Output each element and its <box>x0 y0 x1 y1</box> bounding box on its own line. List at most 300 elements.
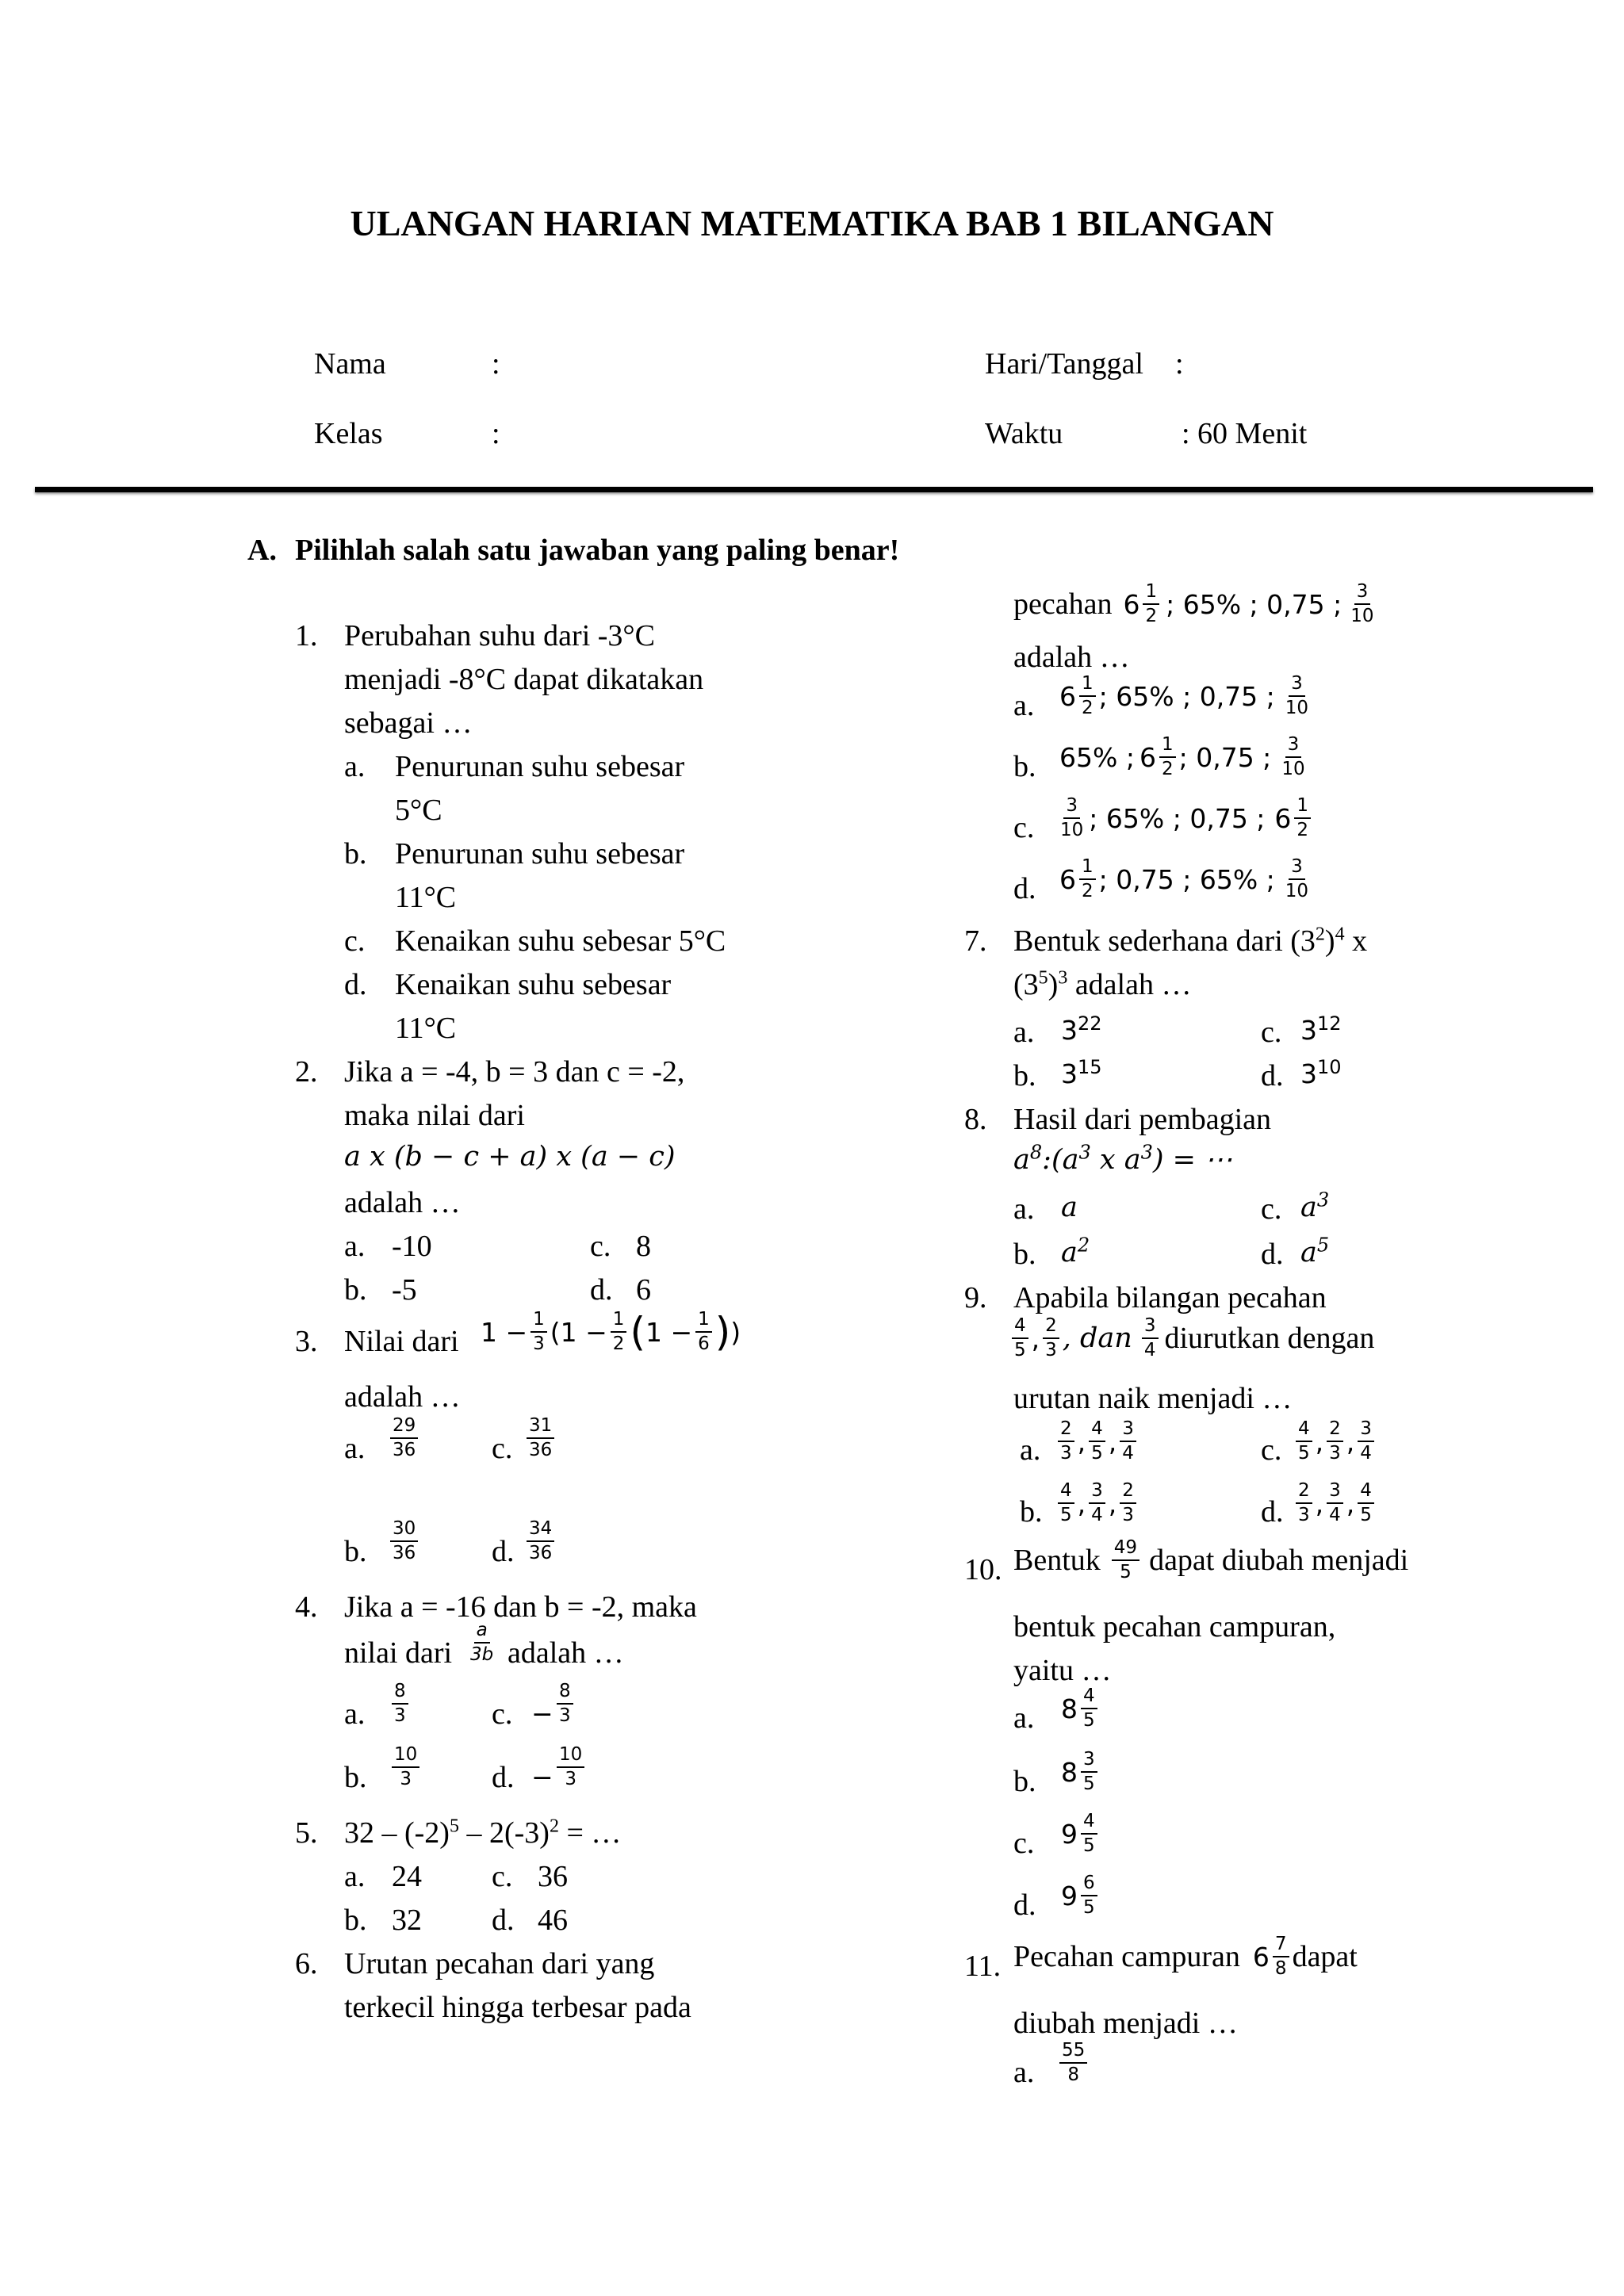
denominator: 2 <box>1082 881 1094 902</box>
nama-colon: : <box>492 347 500 381</box>
exponent: 2 <box>1077 1234 1090 1257</box>
option-text <box>1300 1234 1330 1269</box>
option-fractions <box>1293 1419 1377 1464</box>
numerator: 8 <box>557 1682 573 1705</box>
question-number: 10. <box>964 1553 1002 1586</box>
nama-label: Nama <box>314 347 386 381</box>
option-text: 32 <box>392 1904 422 1937</box>
denominator: 4 <box>1091 1505 1103 1526</box>
option-letter: d. <box>344 968 367 1001</box>
option-letter: c. <box>1261 1433 1282 1467</box>
exponent: 2 <box>1315 924 1325 945</box>
text: ; 65% ; 0,75 ; <box>1098 680 1275 712</box>
text: 65% ; <box>1059 741 1135 773</box>
question-text: Hasil dari pembagian <box>1013 1103 1272 1136</box>
question-text: Apabila bilangan pecahan <box>1013 1281 1327 1314</box>
numerator: 1 <box>530 1310 547 1333</box>
numerator: 3 <box>1081 1750 1097 1773</box>
whole-number: 8 <box>1061 1693 1078 1724</box>
denominator: 2 <box>1161 759 1174 780</box>
page-title: ULANGAN HARIAN MATEMATIKA BAB 1 BILANGAN <box>350 203 1274 243</box>
option-letter: d. <box>590 1273 613 1307</box>
numerator: 1 <box>1143 582 1159 605</box>
denominator: 3 <box>1045 1340 1057 1361</box>
numerator: 3 <box>1354 582 1371 605</box>
option-text <box>1061 1812 1101 1857</box>
separator: , dan <box>1062 1322 1132 1354</box>
denominator: 5 <box>1120 1562 1132 1583</box>
option-text <box>1061 1750 1101 1795</box>
denominator: 4 <box>1329 1505 1341 1526</box>
denominator: 4 <box>1143 1340 1156 1361</box>
big-parenthesis: ( <box>630 1309 645 1356</box>
text: dapat diubah menjadi <box>1149 1544 1409 1578</box>
question-text: sebagai … <box>344 706 473 740</box>
question-number: 1. <box>295 619 318 652</box>
denominator: 5 <box>1298 1443 1310 1464</box>
option-text: Penurunan suhu sebesar <box>395 750 685 783</box>
option-text <box>1059 735 1311 780</box>
numerator: a <box>474 1621 490 1644</box>
text: ; 65% ; 0,75 ; <box>1089 802 1266 834</box>
denominator: 4 <box>1360 1443 1372 1464</box>
denominator: 3b <box>470 1644 494 1666</box>
numerator: 10 <box>392 1745 419 1768</box>
option-letter: b. <box>1013 1238 1036 1271</box>
exponent: 15 <box>1078 1056 1102 1078</box>
exponent: 5 <box>449 1816 459 1837</box>
question-text: yaitu … <box>1013 1654 1112 1687</box>
option-text: 36 <box>538 1860 568 1893</box>
option-letter: c. <box>344 924 366 958</box>
numerator: 4 <box>1058 1481 1074 1504</box>
base: a <box>1300 1237 1317 1269</box>
whole-number: 6 <box>1139 741 1156 773</box>
option-text: -5 <box>392 1273 417 1307</box>
numerator: 3 <box>1289 857 1305 880</box>
option-fraction <box>1056 2041 1090 2086</box>
question-text: diubah menjadi … <box>1013 2007 1238 2040</box>
numerator: 4 <box>1089 1419 1105 1442</box>
denominator: 8 <box>1067 2064 1079 2086</box>
option-text: 11°C <box>395 881 457 914</box>
exponent: 5 <box>1038 967 1048 989</box>
numerator: 29 <box>390 1416 418 1439</box>
numerator: 1 <box>1294 796 1311 819</box>
whole-number: 8 <box>1061 1756 1078 1788</box>
option-letter: d. <box>1013 1888 1036 1922</box>
hari-tanggal-colon: : <box>1175 347 1184 381</box>
math-term: 32 – (-2) <box>344 1816 450 1850</box>
section-instruction: Pilihlah salah satu jawaban yang paling benar! <box>295 534 900 567</box>
numerator: 3 <box>1285 735 1302 758</box>
denominator: 3 <box>1329 1443 1341 1464</box>
option-fraction <box>523 1519 557 1564</box>
denominator: 36 <box>529 1440 553 1461</box>
question-text: maka nilai dari <box>344 1099 525 1132</box>
option-text <box>1061 1234 1090 1269</box>
numerator: 2 <box>1043 1316 1059 1339</box>
option-text: Penurunan suhu sebesar <box>395 837 685 871</box>
option-letter: d. <box>492 1904 515 1937</box>
whole-number: 9 <box>1061 1880 1078 1911</box>
option-letter: a. <box>1013 689 1035 722</box>
option-text: 24 <box>392 1860 422 1893</box>
text: dapat <box>1292 1940 1358 1974</box>
option-text <box>1300 1188 1330 1223</box>
option-letter: b. <box>1013 1059 1036 1093</box>
option-letter: d. <box>1261 1495 1284 1529</box>
numerator: 3 <box>1063 796 1080 819</box>
math-term: ) <box>730 1316 741 1348</box>
option-letter: a. <box>1013 2056 1035 2089</box>
question-text: bentuk pecahan campuran, <box>1013 1610 1336 1644</box>
option-fractions <box>1055 1481 1139 1526</box>
option-letter: c. <box>492 1697 513 1731</box>
numerator: 3 <box>1089 1481 1105 1504</box>
option-letter: c. <box>492 1860 513 1893</box>
option-letter: b. <box>344 1535 367 1568</box>
question-text <box>1013 967 1192 1001</box>
question-number: 4. <box>295 1590 318 1624</box>
option-text <box>1061 1012 1102 1046</box>
question-text <box>1013 1538 1408 1583</box>
math-expression <box>1013 1141 1233 1176</box>
fraction <box>695 1310 712 1355</box>
text: (3 <box>1013 968 1039 1001</box>
separator: , <box>1315 1425 1324 1457</box>
denominator: 2 <box>1082 698 1094 719</box>
option-text <box>1061 1873 1101 1919</box>
denominator: 10 <box>1285 698 1309 719</box>
exponent: 4 <box>1335 924 1345 945</box>
denominator: 3 <box>1122 1505 1134 1526</box>
numerator: 1 <box>695 1310 712 1333</box>
option-text: Kenaikan suhu sebesar <box>395 968 672 1001</box>
numerator: 2 <box>1120 1481 1136 1504</box>
exponent: 5 <box>1316 1234 1330 1257</box>
option-letter: a. <box>344 1230 366 1263</box>
denominator: 10 <box>1285 881 1309 902</box>
denominator: 2 <box>612 1334 625 1355</box>
option-letter: d. <box>492 1535 515 1568</box>
denominator: 5 <box>1083 1835 1095 1857</box>
option-text <box>1300 1056 1342 1089</box>
option-letter: a. <box>1020 1433 1041 1467</box>
math-term: 1 − <box>645 1316 693 1348</box>
numerator: 1 <box>611 1310 627 1333</box>
math-term: ) = ⋯ <box>1152 1144 1233 1176</box>
text: Bentuk sederhana dari (3 <box>1013 924 1316 958</box>
question-text: Perubahan suhu dari -3°C <box>344 619 655 652</box>
exponent: 10 <box>1317 1056 1342 1078</box>
denominator: 5 <box>1060 1505 1072 1526</box>
numerator: 10 <box>557 1745 584 1768</box>
math-expression <box>344 1818 621 1848</box>
waktu-label: Waktu <box>985 417 1063 450</box>
option-letter: a. <box>344 1697 366 1731</box>
numerator: 1 <box>1079 857 1096 880</box>
option-letter: c. <box>590 1230 611 1263</box>
text: diurutkan dengan <box>1164 1322 1375 1356</box>
option-letter: d. <box>1261 1059 1284 1093</box>
separator: , <box>1346 1487 1355 1519</box>
question-text: Jika a = -16 dan b = -2, maka <box>344 1590 697 1624</box>
fraction <box>611 1310 627 1355</box>
exponent: 22 <box>1078 1012 1102 1035</box>
base: 3 <box>1300 1058 1317 1089</box>
numerator: 2 <box>1296 1481 1312 1504</box>
option-fraction <box>389 1745 423 1790</box>
exponent: 2 <box>549 1816 559 1837</box>
separator: , <box>1346 1425 1355 1457</box>
numerator: 8 <box>392 1682 408 1705</box>
text: adalah … <box>1067 968 1192 1001</box>
separator: , <box>1077 1425 1086 1457</box>
option-text: Kenaikan suhu sebesar 5°C <box>395 924 726 958</box>
base: 3 <box>1061 1015 1078 1046</box>
denominator: 4 <box>1122 1443 1134 1464</box>
denominator: 5 <box>1083 1710 1095 1732</box>
separator: , <box>1077 1487 1086 1519</box>
nested-expression <box>481 1310 741 1355</box>
option-letter: a. <box>1013 1016 1035 1049</box>
question-text: urutan naik menjadi … <box>1013 1382 1293 1415</box>
option-fraction <box>387 1416 421 1461</box>
minus-sign: − <box>531 1762 553 1793</box>
exponent: 8 <box>1029 1141 1043 1164</box>
math-term: = … <box>558 1816 622 1850</box>
option-text <box>1061 1686 1101 1732</box>
question-text <box>1013 1934 1358 1980</box>
numerator: 4 <box>1296 1419 1312 1442</box>
option-letter: c. <box>1261 1192 1282 1226</box>
waktu-value: : 60 Menit <box>1182 417 1308 450</box>
option-letter: a. <box>344 1432 366 1465</box>
option-letter: a. <box>1013 1701 1035 1735</box>
numerator: 3 <box>1142 1316 1159 1339</box>
numerator: 4 <box>1358 1481 1374 1504</box>
denominator: 5 <box>1360 1505 1372 1526</box>
option-text <box>1059 674 1314 719</box>
option-letter: b. <box>344 1761 367 1794</box>
text: Bentuk <box>1013 1544 1101 1578</box>
numerator: 31 <box>527 1416 554 1439</box>
question-text: terkecil hingga terbesar pada <box>344 1991 691 2024</box>
option-text: a <box>1061 1192 1078 1223</box>
section-marker: A. <box>247 534 277 567</box>
big-parenthesis: ) <box>714 1309 731 1356</box>
option-letter: d. <box>1013 872 1036 905</box>
denominator: 5 <box>1083 1774 1095 1795</box>
denominator: 3 <box>533 1334 545 1355</box>
option-fraction <box>523 1416 557 1461</box>
numerator: 4 <box>1081 1812 1097 1835</box>
option-fractions <box>1055 1419 1139 1464</box>
denominator: 36 <box>393 1543 416 1564</box>
numerator: 4 <box>1012 1316 1028 1339</box>
minus-sign: − <box>531 1698 553 1729</box>
question-fractions <box>1009 1316 1374 1361</box>
separator: , <box>1315 1487 1324 1519</box>
question-text: adalah … <box>344 1186 461 1219</box>
text: ; 0,75 ; <box>1178 741 1272 773</box>
numerator: 2 <box>1058 1419 1074 1442</box>
denominator: 3 <box>394 1705 406 1727</box>
math-term: a <box>1013 1144 1030 1176</box>
math-term: :(a <box>1042 1144 1079 1176</box>
option-fraction <box>553 1682 576 1727</box>
denominator: 6 <box>698 1334 710 1355</box>
text: x <box>1344 924 1368 958</box>
whole-number: 6 <box>1059 863 1076 895</box>
option-letter: c. <box>1261 1016 1282 1049</box>
exponent: 3 <box>1140 1141 1153 1164</box>
numerator: 3 <box>1289 674 1305 697</box>
option-text <box>1300 1012 1342 1046</box>
numerator: 34 <box>527 1519 554 1542</box>
denominator: 2 <box>1297 820 1309 841</box>
exponent: 3 <box>1058 967 1068 989</box>
math-term: – 2(-3) <box>458 1816 550 1850</box>
denominator: 10 <box>1350 606 1374 627</box>
denominator: 3 <box>1298 1505 1310 1526</box>
text: ; 65% ; 0,75 ; <box>1166 588 1342 620</box>
question-number: 3. <box>295 1325 318 1358</box>
numerator: 30 <box>390 1519 418 1542</box>
option-text <box>1061 1056 1102 1089</box>
numerator: 49 <box>1112 1538 1139 1561</box>
math-term: x a <box>1090 1144 1141 1176</box>
numerator: 55 <box>1059 2041 1087 2064</box>
exponent: 3 <box>1078 1141 1091 1164</box>
math-term: 1 − <box>481 1316 528 1348</box>
text: ) <box>1324 924 1335 958</box>
text: Pecahan campuran <box>1013 1940 1240 1974</box>
question-text: nilai dari <box>344 1636 453 1670</box>
option-letter: b. <box>1013 1765 1036 1798</box>
base: 3 <box>1300 1015 1317 1046</box>
question-text <box>1013 926 1367 956</box>
separator: , <box>1031 1322 1040 1354</box>
question-number: 5. <box>295 1816 318 1850</box>
separator: , <box>1108 1487 1117 1519</box>
text: pecahan <box>1013 587 1113 622</box>
option-letter: b. <box>1013 750 1036 783</box>
option-text <box>1055 796 1314 841</box>
option-letter: a. <box>344 1860 366 1893</box>
question-text: Nilai dari <box>344 1325 459 1358</box>
question-number: 9. <box>964 1281 987 1314</box>
denominator: 10 <box>1281 759 1305 780</box>
option-text: 11°C <box>395 1012 457 1045</box>
question-text: menjadi -8°C dapat dikatakan <box>344 663 704 696</box>
base: a <box>1300 1192 1317 1223</box>
option-fraction <box>389 1682 412 1727</box>
option-fractions <box>1293 1481 1377 1526</box>
math-expression: a x (b − c + a) x (a − c) <box>344 1141 676 1173</box>
question-fraction <box>465 1621 499 1666</box>
numerator: 1 <box>1159 735 1176 758</box>
numerator: 3 <box>1120 1419 1136 1442</box>
denominator: 5 <box>1091 1443 1103 1464</box>
question-text: Jika a = -4, b = 3 dan c = -2, <box>344 1055 685 1089</box>
numerator: 7 <box>1273 1934 1289 1957</box>
question-number: 8. <box>964 1103 987 1136</box>
option-text <box>1059 857 1314 902</box>
denominator: 8 <box>1274 1958 1287 1980</box>
option-letter: d. <box>492 1761 515 1794</box>
whole-number: 6 <box>1059 680 1076 712</box>
question-text: adalah … <box>508 1636 624 1670</box>
option-fraction <box>387 1519 421 1564</box>
option-letter: b. <box>344 1273 367 1307</box>
option-text: 6 <box>636 1273 651 1307</box>
whole-number: 6 <box>1123 588 1140 620</box>
base: a <box>1061 1237 1078 1269</box>
question-number: 6. <box>295 1947 318 1980</box>
kelas-label: Kelas <box>314 417 383 450</box>
whole-number: 6 <box>1274 802 1292 834</box>
whole-number: 9 <box>1061 1818 1078 1850</box>
denominator: 10 <box>1060 820 1084 841</box>
option-letter: d. <box>1261 1238 1284 1271</box>
denominator: 3 <box>1060 1443 1072 1464</box>
kelas-colon: : <box>492 417 500 450</box>
question-text: Urutan pecahan dari yang <box>344 1947 655 1980</box>
hari-tanggal-label: Hari/Tanggal <box>985 347 1143 381</box>
exponent: 3 <box>1316 1188 1330 1211</box>
option-text: 46 <box>538 1904 568 1937</box>
numerator: 4 <box>1081 1686 1097 1709</box>
denominator: 3 <box>400 1769 412 1790</box>
denominator: 36 <box>529 1543 553 1564</box>
question-text: adalah … <box>344 1380 461 1414</box>
numerator: 3 <box>1358 1419 1374 1442</box>
question-number: 7. <box>964 924 987 958</box>
question-text <box>1013 582 1380 627</box>
option-letter: b. <box>1020 1495 1043 1529</box>
denominator: 5 <box>1083 1897 1095 1919</box>
base: 3 <box>1061 1058 1078 1089</box>
question-number: 11. <box>964 1950 1002 1983</box>
numerator: 2 <box>1327 1419 1343 1442</box>
numerator: 3 <box>1327 1481 1343 1504</box>
option-letter: c. <box>492 1432 513 1465</box>
denominator: 5 <box>1014 1340 1026 1361</box>
fraction <box>530 1310 547 1355</box>
option-fraction <box>553 1745 588 1790</box>
header-divider <box>35 487 1593 492</box>
question-number: 2. <box>295 1055 318 1089</box>
option-letter: a. <box>1013 1192 1035 1226</box>
question-text: adalah … <box>1013 641 1130 674</box>
numerator: 1 <box>1079 674 1096 697</box>
denominator: 36 <box>393 1440 416 1461</box>
denominator: 2 <box>1145 606 1158 627</box>
whole-number: 6 <box>1252 1941 1270 1973</box>
exponent: 12 <box>1317 1012 1342 1035</box>
math-term: (1 − <box>550 1316 607 1348</box>
numerator: 6 <box>1081 1873 1097 1896</box>
option-letter: c. <box>1013 811 1035 844</box>
option-letter: a. <box>344 750 366 783</box>
denominator: 3 <box>565 1769 576 1790</box>
text: ) <box>1048 968 1059 1001</box>
option-text: 5°C <box>395 794 442 827</box>
option-text: -10 <box>392 1230 432 1263</box>
denominator: 3 <box>559 1705 571 1727</box>
